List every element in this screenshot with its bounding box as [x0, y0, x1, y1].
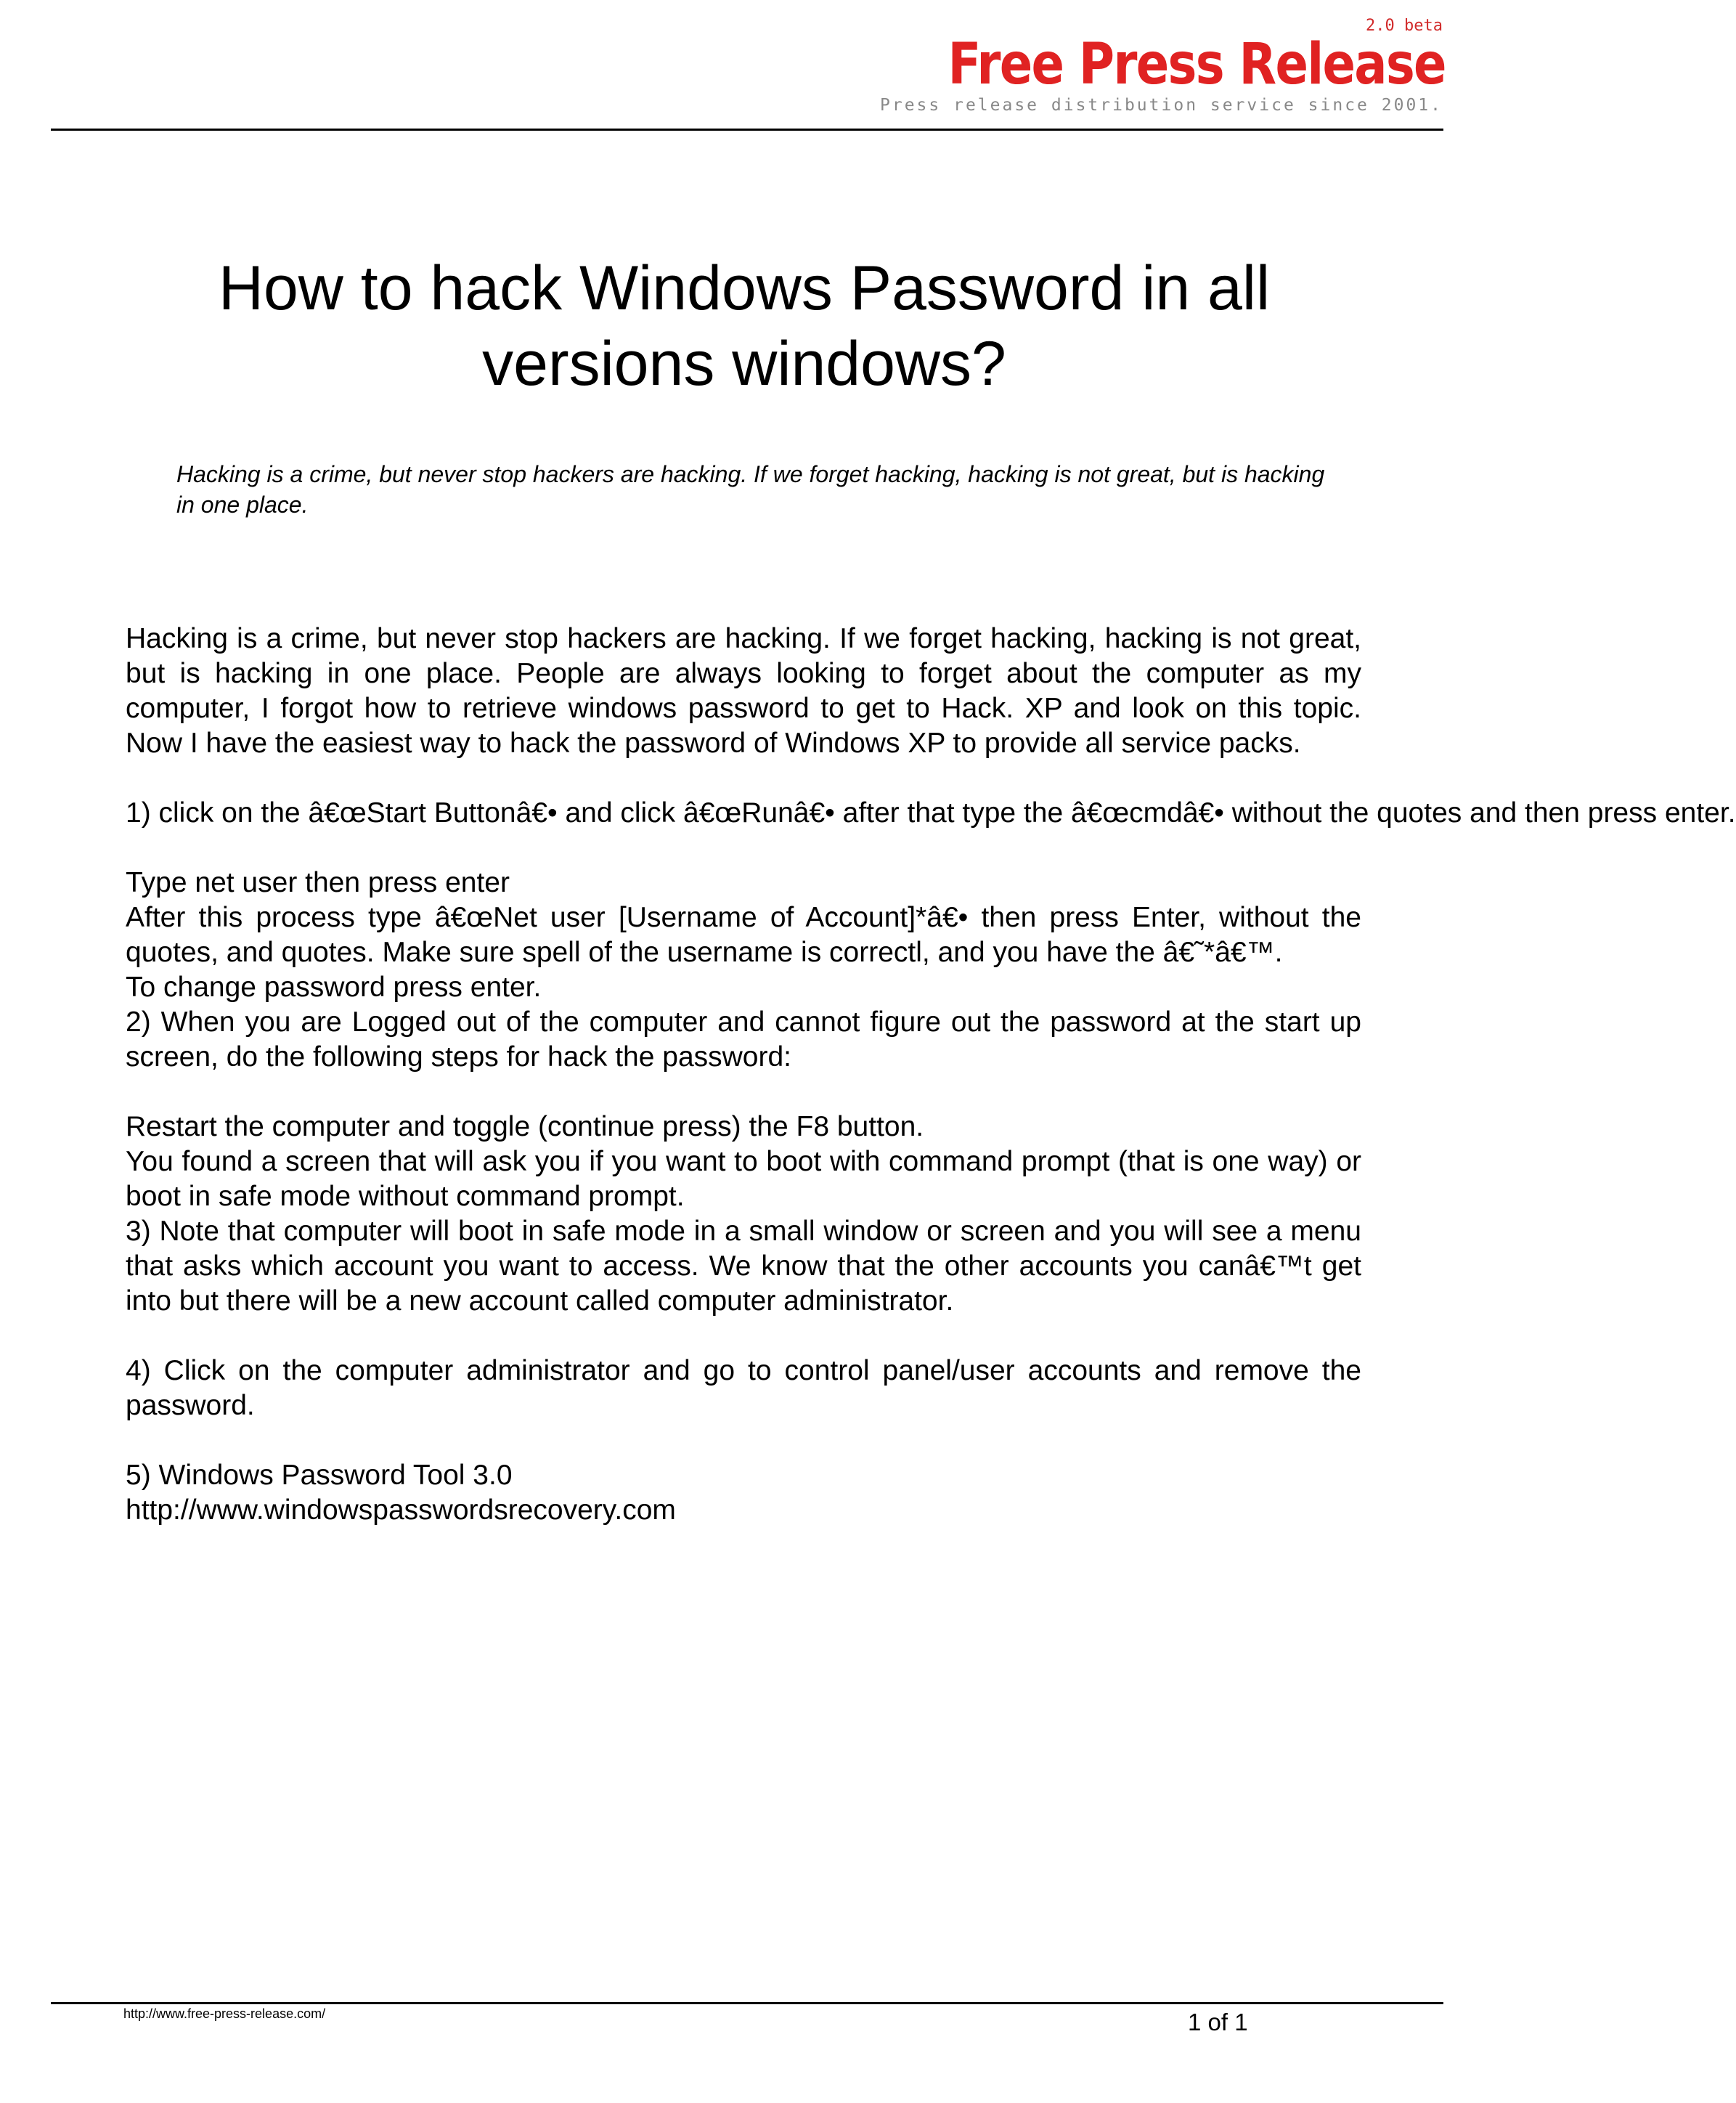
- article-summary: Hacking is a crime, but never stop hackers are hacking. If we forget hacking, hacking is not great, but is hacking in one place.: [176, 461, 1325, 518]
- article-title: How to hack Windows Password in all versions windows?: [218, 253, 1271, 399]
- paragraph-step-2: 2) When you are Logged out of the computer and cannot figure out the password at the start up screen, do the following steps for hack the password:: [126, 1006, 1361, 1073]
- paragraph-after-process: After this process type â€œNet user [Username of Account]*â€• then press Enter, without the quotes, and quotes. Make sure spell of the username is correctl, and you have the â€˜*â€™.: [126, 902, 1361, 968]
- header-divider: [51, 129, 1443, 131]
- page-number: 1 of 1: [1188, 2009, 1248, 2035]
- footer-divider: [51, 2002, 1443, 2004]
- logo-tagline: Press release distribution service since 2001.: [880, 96, 1443, 115]
- paragraph-change-password: To change password press enter.: [126, 972, 542, 1003]
- paragraph-step-5: 5) Windows Password Tool 3.0: [126, 1460, 513, 1491]
- article-body: [126, 622, 1736, 1528]
- paragraph-restart: Restart the computer and toggle (continue press) the F8 button.: [126, 1111, 924, 1142]
- paragraph-step-3: 3) Note that computer will boot in safe mode in a small window or screen and you will see a menu that asks which account you want to access. We know that the other accounts you canâ€™t get into but there will be a new account called computer administrator.: [126, 1216, 1361, 1317]
- paragraph-intro: Hacking is a crime, but never stop hackers are hacking. If we forget hacking, hacking is not great, but is hacking in one place. People are always looking to forget about the computer as my computer, I forgot how to retrieve windows password to get to Hack. XP and look on this topic. Now I have the easiest way to hack the password of Windows XP to provide all service packs.: [126, 623, 1361, 759]
- paragraph-type-net-user: Type net user then press enter: [126, 867, 510, 898]
- footer-link[interactable]: http://www.free-press-release.com/: [123, 2006, 326, 2021]
- recovery-link[interactable]: http://www.windowspasswordsrecovery.com: [126, 1494, 676, 1526]
- paragraph-found-screen: You found a screen that will ask you if you want to boot with command prompt (that is one way) or boot in safe mode without command prompt.: [126, 1146, 1361, 1212]
- paragraph-step-1: 1) click on the â€œStart Buttonâ€• and click â€œRunâ€• after that type the â€œcmdâ€• without the quotes and then press enter.: [126, 797, 1736, 829]
- logo-beta-label: 2.0 beta: [1366, 17, 1443, 35]
- logo-wordmark: Free Press Release: [948, 32, 1446, 97]
- paragraph-step-4: 4) Click on the computer administrator and go to control panel/user accounts and remove the password.: [126, 1355, 1361, 1421]
- site-logo: [867, 17, 1446, 115]
